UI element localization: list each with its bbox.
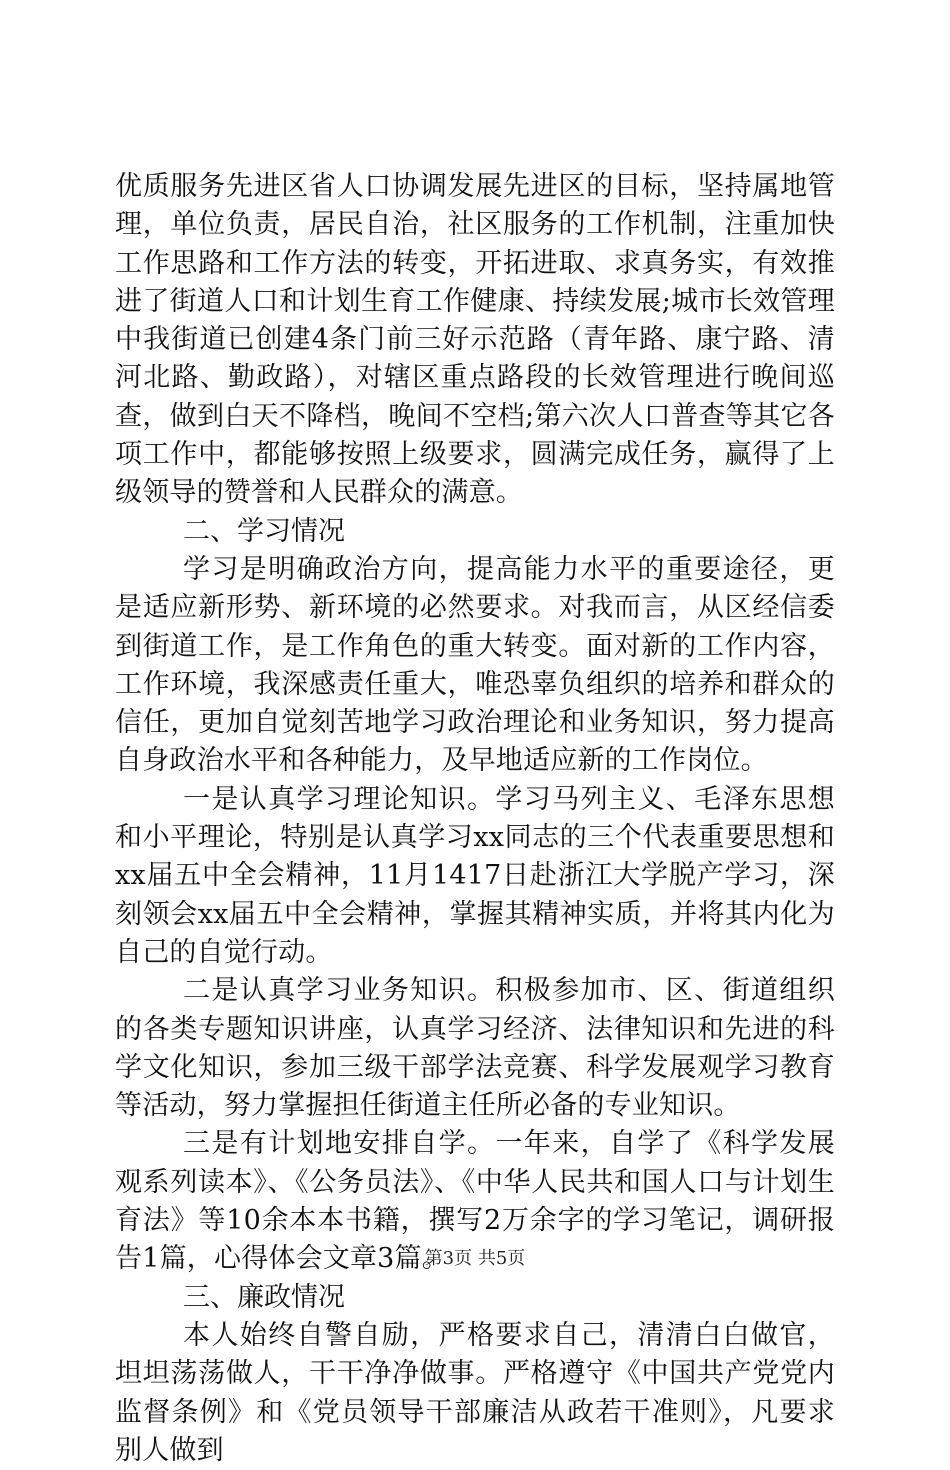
paragraph-integrity: 本人始终自警自励，严格要求自己，清清白白做官，坦坦荡荡做人，干干净净做事。严格遵守《中国共产党党内监督条例》和《党员领导干部廉洁从政若干准则》，凡要求别人做到 (115, 1319, 835, 1466)
section-heading-study: 二、学习情况 (183, 515, 345, 547)
page-indicator: 第3页 共5页 (424, 1248, 526, 1269)
paragraph-study-self: 三是有计划地安排自学。一年来，自学了《科学发展观系列读本》、《公务员法》、《中华人民共和国人口与计划生育法》等10余本本书籍，撰写2万余字的学习笔记，调研报告1篇，心得体会文章3篇。 (115, 1128, 835, 1275)
paragraph-study-intro: 学习是明确政治方向，提高能力水平的重要途径，更是适应新形势、新环境的必然要求。对我而言，从区经信委到街道工作，是工作角色的重大转变。面对新的工作内容，工作环境，我深感责任重大，唯恐辜负组织的培养和群众的信任，更加自觉刻苦地学习政治理论和业务知识，努力提高自身政治水平和各种能力，及早地适应新的工作岗位。 (115, 553, 835, 777)
document-body (115, 168, 835, 1470)
paragraph-study-business: 二是认真学习业务知识。积极参加市、区、街道组织的各类专题知识讲座，认真学习经济、法律知识和先进的科学文化知识，参加三级干部学法竞赛、科学发展观学习教育等活动，努力掌握担任街道主任所必备的专业知识。 (115, 975, 835, 1122)
section-heading-integrity: 三、廉政情况 (183, 1281, 345, 1313)
page-footer (0, 1248, 950, 1270)
paragraph-population-work: 优质服务先进区省人口协调发展先进区的目标，坚持属地管理，单位负责，居民自治，社区服务的工作机制，注重加快工作思路和工作方法的转变，开拓进取、求真务实，有效推进了街道人口和计划生育工作健康、持续发展;城市长效管理中我街道已创建4条门前三好示范路（青年路、康宁路、清河北路、勤政路），对辖区重点路段的长效管理进行晚间巡查，做到白天不降档，晚间不空档;第六次人口普查等其它各项工作中，都能够按照上级要求，圆满完成任务，赢得了上级领导的赞誉和人民群众的满意。 (115, 171, 835, 509)
paragraph-study-theory: 一是认真学习理论知识。学习马列主义、毛泽东思想和小平理论，特别是认真学习xx同志的三个代表重要思想和xx届五中全会精神，11月1417日赴浙江大学脱产学习，深刻领会xx届五中全会精神，掌握其精神实质，并将其内化为自己的自觉行动。 (115, 783, 835, 968)
